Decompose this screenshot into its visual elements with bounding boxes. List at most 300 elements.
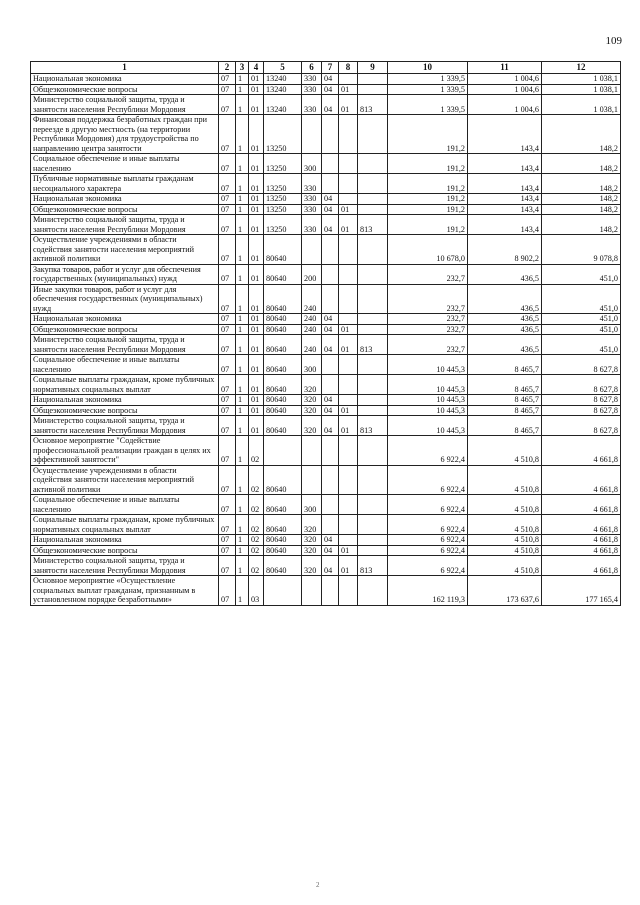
amount-cell: 10 445,3 xyxy=(388,416,468,436)
code-cell: 01 xyxy=(249,74,264,85)
row-label-cell: Социальное обеспечение и иные выплаты населению xyxy=(31,495,219,515)
table-row xyxy=(31,284,621,314)
code-cell xyxy=(358,74,388,85)
code-cell: 02 xyxy=(249,465,264,495)
code-cell xyxy=(358,465,388,495)
column-header: 5 xyxy=(264,62,302,74)
code-cell: 1 xyxy=(236,395,249,406)
code-cell: 01 xyxy=(249,235,264,265)
code-cell: 1 xyxy=(236,115,249,154)
amount-cell: 4 510,8 xyxy=(468,556,542,576)
code-cell: 04 xyxy=(322,324,339,335)
code-cell: 80640 xyxy=(264,335,302,355)
code-cell xyxy=(358,235,388,265)
code-cell xyxy=(358,115,388,154)
table-row xyxy=(31,115,621,154)
code-cell: 80640 xyxy=(264,395,302,406)
code-cell: 07 xyxy=(219,264,236,284)
column-header: 3 xyxy=(236,62,249,74)
amount-cell: 148,2 xyxy=(542,154,621,174)
amount-cell: 8 627,8 xyxy=(542,416,621,436)
code-cell xyxy=(322,355,339,375)
column-header: 9 xyxy=(358,62,388,74)
code-cell: 1 xyxy=(236,545,249,556)
amount-cell: 143,4 xyxy=(468,115,542,154)
code-cell: 80640 xyxy=(264,495,302,515)
code-cell: 07 xyxy=(219,556,236,576)
amount-cell: 10 445,3 xyxy=(388,355,468,375)
amount-cell: 232,7 xyxy=(388,264,468,284)
amount-cell: 177 165,4 xyxy=(542,576,621,606)
amount-cell: 162 119,3 xyxy=(388,576,468,606)
code-cell: 01 xyxy=(249,264,264,284)
code-cell: 1 xyxy=(236,416,249,436)
amount-cell: 1 004,6 xyxy=(468,84,542,95)
code-cell: 80640 xyxy=(264,535,302,546)
amount-cell: 10 445,3 xyxy=(388,375,468,395)
code-cell: 02 xyxy=(249,436,264,466)
code-cell xyxy=(339,355,358,375)
amount-cell: 8 627,8 xyxy=(542,375,621,395)
code-cell: 1 xyxy=(236,204,249,215)
code-cell: 01 xyxy=(339,84,358,95)
code-cell xyxy=(358,174,388,194)
budget-table xyxy=(30,61,621,606)
code-cell xyxy=(358,264,388,284)
code-cell: 07 xyxy=(219,436,236,466)
code-cell: 04 xyxy=(322,416,339,436)
code-cell: 330 xyxy=(302,95,322,115)
code-cell xyxy=(358,284,388,314)
amount-cell: 436,5 xyxy=(468,264,542,284)
code-cell xyxy=(339,495,358,515)
amount-cell: 10 678,0 xyxy=(388,235,468,265)
code-cell: 01 xyxy=(339,556,358,576)
row-label-cell: Национальная экономика xyxy=(31,395,219,406)
code-cell: 07 xyxy=(219,324,236,335)
code-cell: 01 xyxy=(339,215,358,235)
code-cell: 07 xyxy=(219,115,236,154)
code-cell: 07 xyxy=(219,204,236,215)
code-cell: 04 xyxy=(322,74,339,85)
code-cell: 07 xyxy=(219,194,236,205)
code-cell xyxy=(339,194,358,205)
code-cell: 01 xyxy=(249,115,264,154)
amount-cell: 4 510,8 xyxy=(468,465,542,495)
code-cell: 07 xyxy=(219,495,236,515)
amount-cell: 8 465,7 xyxy=(468,416,542,436)
code-cell xyxy=(339,576,358,606)
amount-cell: 4 661,8 xyxy=(542,556,621,576)
code-cell: 1 xyxy=(236,324,249,335)
code-cell: 07 xyxy=(219,416,236,436)
amount-cell: 6 922,4 xyxy=(388,535,468,546)
amount-cell: 451,0 xyxy=(542,264,621,284)
amount-cell: 451,0 xyxy=(542,314,621,325)
code-cell: 80640 xyxy=(264,324,302,335)
code-cell xyxy=(322,465,339,495)
row-label-cell: Общеэкономические вопросы xyxy=(31,405,219,416)
row-label-cell: Публичные нормативные выплаты гражданам несоциального характера xyxy=(31,174,219,194)
code-cell: 1 xyxy=(236,576,249,606)
code-cell: 240 xyxy=(302,314,322,325)
amount-cell: 191,2 xyxy=(388,204,468,215)
amount-cell: 4 661,8 xyxy=(542,436,621,466)
code-cell: 04 xyxy=(322,95,339,115)
code-cell: 07 xyxy=(219,314,236,325)
code-cell: 1 xyxy=(236,154,249,174)
amount-cell: 8 465,7 xyxy=(468,355,542,375)
code-cell: 04 xyxy=(322,204,339,215)
code-cell: 07 xyxy=(219,545,236,556)
code-cell: 01 xyxy=(339,324,358,335)
amount-cell: 436,5 xyxy=(468,284,542,314)
code-cell xyxy=(358,375,388,395)
code-cell: 813 xyxy=(358,215,388,235)
code-cell xyxy=(358,436,388,466)
code-cell: 04 xyxy=(322,215,339,235)
code-cell xyxy=(339,74,358,85)
amount-cell: 6 922,4 xyxy=(388,545,468,556)
code-cell: 80640 xyxy=(264,556,302,576)
row-label-cell: Национальная экономика xyxy=(31,535,219,546)
code-cell xyxy=(358,355,388,375)
amount-cell: 436,5 xyxy=(468,324,542,335)
amount-cell: 191,2 xyxy=(388,174,468,194)
code-cell: 240 xyxy=(302,284,322,314)
code-cell xyxy=(358,84,388,95)
code-cell xyxy=(358,324,388,335)
amount-cell: 451,0 xyxy=(542,284,621,314)
code-cell xyxy=(339,375,358,395)
code-cell: 07 xyxy=(219,405,236,416)
code-cell: 1 xyxy=(236,314,249,325)
amount-cell: 1 004,6 xyxy=(468,95,542,115)
row-label-cell: Осуществление учреждениями в области содействия занятости населения мероприятий активной политики xyxy=(31,235,219,265)
code-cell: 07 xyxy=(219,284,236,314)
row-label-cell: Министерство социальной защиты, труда и занятости населения Республики Мордовия xyxy=(31,95,219,115)
table-row xyxy=(31,314,621,325)
amount-cell: 173 637,6 xyxy=(468,576,542,606)
code-cell: 07 xyxy=(219,335,236,355)
code-cell: 01 xyxy=(249,95,264,115)
code-cell: 813 xyxy=(358,556,388,576)
table-row xyxy=(31,576,621,606)
code-cell xyxy=(358,314,388,325)
code-cell: 330 xyxy=(302,215,322,235)
row-label-cell: Национальная экономика xyxy=(31,194,219,205)
amount-cell: 436,5 xyxy=(468,314,542,325)
code-cell: 04 xyxy=(322,535,339,546)
table-row xyxy=(31,515,621,535)
amount-cell: 4 510,8 xyxy=(468,515,542,535)
code-cell xyxy=(339,115,358,154)
code-cell xyxy=(322,154,339,174)
code-cell xyxy=(358,395,388,406)
code-cell: 80640 xyxy=(264,314,302,325)
row-label-cell: Иные закупки товаров, работ и услуг для обеспечения государственных (муниципальных) нужд xyxy=(31,284,219,314)
code-cell: 13250 xyxy=(264,215,302,235)
code-cell: 04 xyxy=(322,335,339,355)
code-cell: 01 xyxy=(249,405,264,416)
amount-cell: 1 038,1 xyxy=(542,84,621,95)
code-cell: 07 xyxy=(219,84,236,95)
amount-cell: 191,2 xyxy=(388,194,468,205)
code-cell: 01 xyxy=(249,215,264,235)
code-cell: 01 xyxy=(249,375,264,395)
code-cell: 1 xyxy=(236,215,249,235)
code-cell: 01 xyxy=(249,154,264,174)
amount-cell: 8 465,7 xyxy=(468,375,542,395)
code-cell: 320 xyxy=(302,556,322,576)
code-cell: 02 xyxy=(249,515,264,535)
amount-cell: 6 922,4 xyxy=(388,556,468,576)
code-cell: 02 xyxy=(249,535,264,546)
code-cell xyxy=(358,405,388,416)
code-cell: 330 xyxy=(302,84,322,95)
code-cell: 01 xyxy=(249,416,264,436)
row-label-cell: Социальное обеспечение и иные выплаты населению xyxy=(31,355,219,375)
code-cell: 813 xyxy=(358,416,388,436)
amount-cell: 8 627,8 xyxy=(542,355,621,375)
column-header: 6 xyxy=(302,62,322,74)
code-cell: 13250 xyxy=(264,115,302,154)
code-cell xyxy=(339,314,358,325)
code-cell: 1 xyxy=(236,535,249,546)
code-cell xyxy=(264,576,302,606)
code-cell xyxy=(339,515,358,535)
amount-cell: 4 510,8 xyxy=(468,495,542,515)
table-row xyxy=(31,235,621,265)
code-cell xyxy=(322,515,339,535)
row-label-cell: Социальные выплаты гражданам, кроме публичных нормативных социальных выплат xyxy=(31,515,219,535)
code-cell: 1 xyxy=(236,436,249,466)
column-header: 7 xyxy=(322,62,339,74)
table-row xyxy=(31,355,621,375)
amount-cell: 4 661,8 xyxy=(542,495,621,515)
amount-cell: 148,2 xyxy=(542,215,621,235)
code-cell: 80640 xyxy=(264,405,302,416)
code-cell: 80640 xyxy=(264,545,302,556)
code-cell: 04 xyxy=(322,194,339,205)
code-cell: 07 xyxy=(219,375,236,395)
code-cell: 07 xyxy=(219,465,236,495)
code-cell: 04 xyxy=(322,395,339,406)
column-header: 10 xyxy=(388,62,468,74)
table-row xyxy=(31,204,621,215)
amount-cell: 6 922,4 xyxy=(388,465,468,495)
code-cell: 13250 xyxy=(264,154,302,174)
amount-cell: 232,7 xyxy=(388,284,468,314)
code-cell: 320 xyxy=(302,395,322,406)
code-cell: 01 xyxy=(249,314,264,325)
code-cell xyxy=(322,436,339,466)
amount-cell: 143,4 xyxy=(468,215,542,235)
code-cell xyxy=(322,115,339,154)
row-label-cell: Общеэкономические вопросы xyxy=(31,545,219,556)
column-header: 1 xyxy=(31,62,219,74)
code-cell: 1 xyxy=(236,264,249,284)
code-cell: 320 xyxy=(302,375,322,395)
code-cell: 320 xyxy=(302,535,322,546)
amount-cell: 6 922,4 xyxy=(388,515,468,535)
amount-cell: 191,2 xyxy=(388,215,468,235)
amount-cell: 451,0 xyxy=(542,335,621,355)
code-cell: 1 xyxy=(236,335,249,355)
amount-cell: 1 339,5 xyxy=(388,74,468,85)
code-cell: 04 xyxy=(322,556,339,576)
row-label-cell: Основное мероприятие «Осуществление социальных выплат гражданам, признанным в установленном порядке безработными» xyxy=(31,576,219,606)
amount-cell: 4 510,8 xyxy=(468,545,542,556)
amount-cell: 232,7 xyxy=(388,314,468,325)
table-header-row xyxy=(31,62,621,74)
code-cell: 04 xyxy=(322,314,339,325)
footer-mark: 2 xyxy=(316,881,320,889)
code-cell: 02 xyxy=(249,545,264,556)
code-cell xyxy=(358,194,388,205)
code-cell: 02 xyxy=(249,556,264,576)
code-cell: 320 xyxy=(302,515,322,535)
code-cell: 330 xyxy=(302,174,322,194)
code-cell: 240 xyxy=(302,335,322,355)
amount-cell: 9 078,8 xyxy=(542,235,621,265)
code-cell: 813 xyxy=(358,335,388,355)
amount-cell: 10 445,3 xyxy=(388,405,468,416)
code-cell: 04 xyxy=(322,84,339,95)
code-cell xyxy=(358,515,388,535)
code-cell: 02 xyxy=(249,495,264,515)
amount-cell: 8 902,2 xyxy=(468,235,542,265)
code-cell: 13250 xyxy=(264,204,302,215)
amount-cell: 143,4 xyxy=(468,154,542,174)
code-cell xyxy=(339,436,358,466)
code-cell: 07 xyxy=(219,154,236,174)
code-cell: 330 xyxy=(302,194,322,205)
code-cell xyxy=(302,465,322,495)
column-header: 4 xyxy=(249,62,264,74)
code-cell: 07 xyxy=(219,95,236,115)
column-header: 2 xyxy=(219,62,236,74)
code-cell: 80640 xyxy=(264,355,302,375)
code-cell: 13240 xyxy=(264,74,302,85)
amount-cell: 4 510,8 xyxy=(468,535,542,546)
amount-cell: 4 661,8 xyxy=(542,465,621,495)
amount-cell: 4 661,8 xyxy=(542,545,621,556)
code-cell: 01 xyxy=(249,194,264,205)
table-row xyxy=(31,416,621,436)
code-cell: 13240 xyxy=(264,95,302,115)
code-cell xyxy=(302,576,322,606)
amount-cell: 4 661,8 xyxy=(542,535,621,546)
table-row xyxy=(31,495,621,515)
row-label-cell: Социальные выплаты гражданам, кроме публичных нормативных социальных выплат xyxy=(31,375,219,395)
code-cell xyxy=(322,375,339,395)
code-cell xyxy=(302,115,322,154)
code-cell xyxy=(358,204,388,215)
code-cell: 300 xyxy=(302,154,322,174)
table-row xyxy=(31,215,621,235)
code-cell: 01 xyxy=(339,405,358,416)
code-cell: 1 xyxy=(236,74,249,85)
code-cell: 1 xyxy=(236,284,249,314)
amount-cell: 148,2 xyxy=(542,204,621,215)
amount-cell: 191,2 xyxy=(388,115,468,154)
code-cell: 07 xyxy=(219,174,236,194)
code-cell: 07 xyxy=(219,74,236,85)
code-cell: 01 xyxy=(339,95,358,115)
code-cell xyxy=(339,264,358,284)
table-row xyxy=(31,375,621,395)
row-label-cell: Финансовая поддержка безработных граждан при переезде в другую местность (на территории Республики Мордовия) для трудоустройства по направлению центра занятости xyxy=(31,115,219,154)
amount-cell: 6 922,4 xyxy=(388,495,468,515)
amount-cell: 1 038,1 xyxy=(542,95,621,115)
amount-cell: 8 627,8 xyxy=(542,395,621,406)
row-label-cell: Общеэкономические вопросы xyxy=(31,204,219,215)
code-cell: 03 xyxy=(249,576,264,606)
code-cell: 07 xyxy=(219,576,236,606)
code-cell: 1 xyxy=(236,515,249,535)
code-cell: 13250 xyxy=(264,194,302,205)
code-cell: 1 xyxy=(236,375,249,395)
amount-cell: 8 465,7 xyxy=(468,405,542,416)
table-row xyxy=(31,335,621,355)
amount-cell: 143,4 xyxy=(468,174,542,194)
amount-cell: 4 510,8 xyxy=(468,436,542,466)
code-cell xyxy=(322,264,339,284)
code-cell: 80640 xyxy=(264,264,302,284)
code-cell xyxy=(302,235,322,265)
code-cell: 01 xyxy=(339,335,358,355)
amount-cell: 10 445,3 xyxy=(388,395,468,406)
column-header: 12 xyxy=(542,62,621,74)
code-cell xyxy=(339,284,358,314)
table-row xyxy=(31,465,621,495)
code-cell: 1 xyxy=(236,465,249,495)
amount-cell: 148,2 xyxy=(542,194,621,205)
code-cell: 80640 xyxy=(264,465,302,495)
table-row xyxy=(31,436,621,466)
row-label-cell: Осуществление учреждениями в области содействия занятости населения мероприятий активной политики xyxy=(31,465,219,495)
table-row xyxy=(31,535,621,546)
code-cell xyxy=(358,535,388,546)
code-cell: 13250 xyxy=(264,174,302,194)
row-label-cell: Национальная экономика xyxy=(31,74,219,85)
code-cell: 320 xyxy=(302,405,322,416)
code-cell: 80640 xyxy=(264,284,302,314)
code-cell: 01 xyxy=(249,355,264,375)
code-cell xyxy=(302,436,322,466)
table-row xyxy=(31,74,621,85)
code-cell: 320 xyxy=(302,416,322,436)
table-row xyxy=(31,545,621,556)
code-cell xyxy=(264,436,302,466)
code-cell: 07 xyxy=(219,235,236,265)
amount-cell: 148,2 xyxy=(542,174,621,194)
row-label-cell: Общеэкономические вопросы xyxy=(31,324,219,335)
row-label-cell: Министерство социальной защиты, труда и занятости населения Республики Мордовия xyxy=(31,335,219,355)
code-cell: 1 xyxy=(236,556,249,576)
code-cell: 04 xyxy=(322,545,339,556)
code-cell: 01 xyxy=(339,204,358,215)
amount-cell: 143,4 xyxy=(468,194,542,205)
code-cell xyxy=(339,535,358,546)
code-cell: 01 xyxy=(249,284,264,314)
code-cell: 200 xyxy=(302,264,322,284)
code-cell: 1 xyxy=(236,405,249,416)
row-label-cell: Социальное обеспечение и иные выплаты населению xyxy=(31,154,219,174)
code-cell: 1 xyxy=(236,194,249,205)
table-row xyxy=(31,194,621,205)
